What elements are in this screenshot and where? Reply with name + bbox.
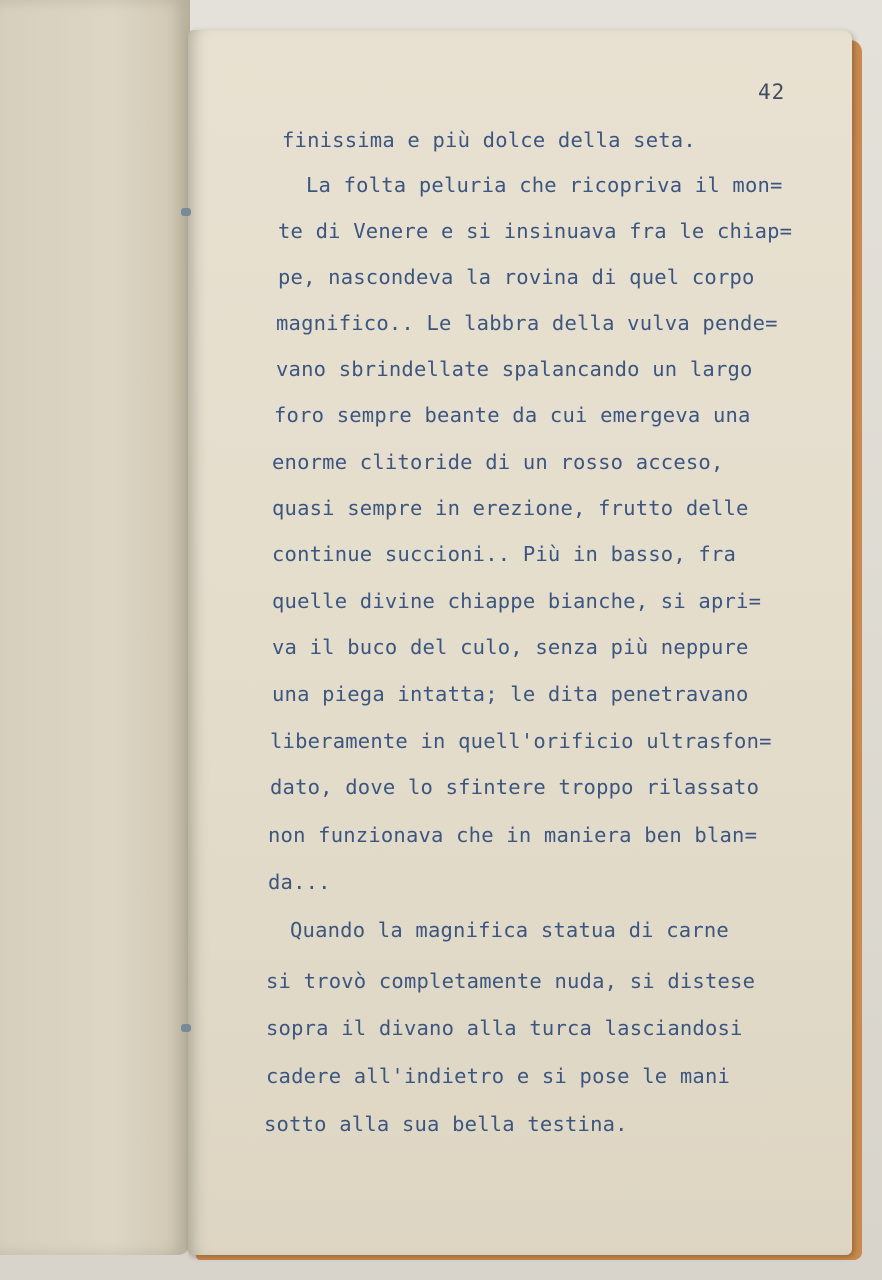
text-line: Quando la magnifica statua di carne bbox=[290, 918, 729, 942]
text-line: foro sempre beante da cui emergeva una bbox=[274, 403, 751, 427]
text-line: vano sbrindellate spalancando un largo bbox=[276, 357, 753, 381]
text-line: da... bbox=[268, 870, 331, 894]
text-line: sotto alla sua bella testina. bbox=[264, 1112, 628, 1136]
text-line: liberamente in quell'orificio ultrasfon= bbox=[270, 729, 772, 753]
text-line: continue succioni.. Più in basso, fra bbox=[272, 542, 737, 566]
staple-bottom bbox=[181, 1024, 191, 1032]
text-line: quelle divine chiappe bianche, si apri= bbox=[272, 589, 762, 613]
left-page bbox=[0, 0, 190, 1255]
text-line: non funzionava che in maniera ben blan= bbox=[268, 823, 758, 847]
text-line: cadere all'indietro e si pose le mani bbox=[266, 1064, 731, 1088]
text-line: magnifico.. Le labbra della vulva pende= bbox=[276, 311, 778, 335]
text-line: una piega intatta; le dita penetravano bbox=[272, 682, 749, 706]
text-line: si trovò completamente nuda, si distese bbox=[266, 969, 756, 993]
text-line: finissima e più dolce della seta. bbox=[282, 128, 696, 152]
text-line: va il buco del culo, senza più neppure bbox=[272, 635, 749, 659]
text-line: dato, dove lo sfintere troppo rilassato bbox=[270, 775, 760, 799]
text-line: quasi sempre in erezione, frutto delle bbox=[272, 496, 749, 520]
text-line: sopra il divano alla turca lasciandosi bbox=[266, 1016, 743, 1040]
staple-top bbox=[181, 208, 191, 216]
text-line: te di Venere e si insinuava fra le chiap= bbox=[278, 219, 793, 243]
text-line: La folta peluria che ricopriva il mon= bbox=[306, 173, 783, 197]
text-line: enorme clitoride di un rosso acceso, bbox=[272, 450, 724, 474]
text-line: pe, nascondeva la rovina di quel corpo bbox=[278, 265, 755, 289]
page-number: 42 bbox=[758, 80, 786, 104]
